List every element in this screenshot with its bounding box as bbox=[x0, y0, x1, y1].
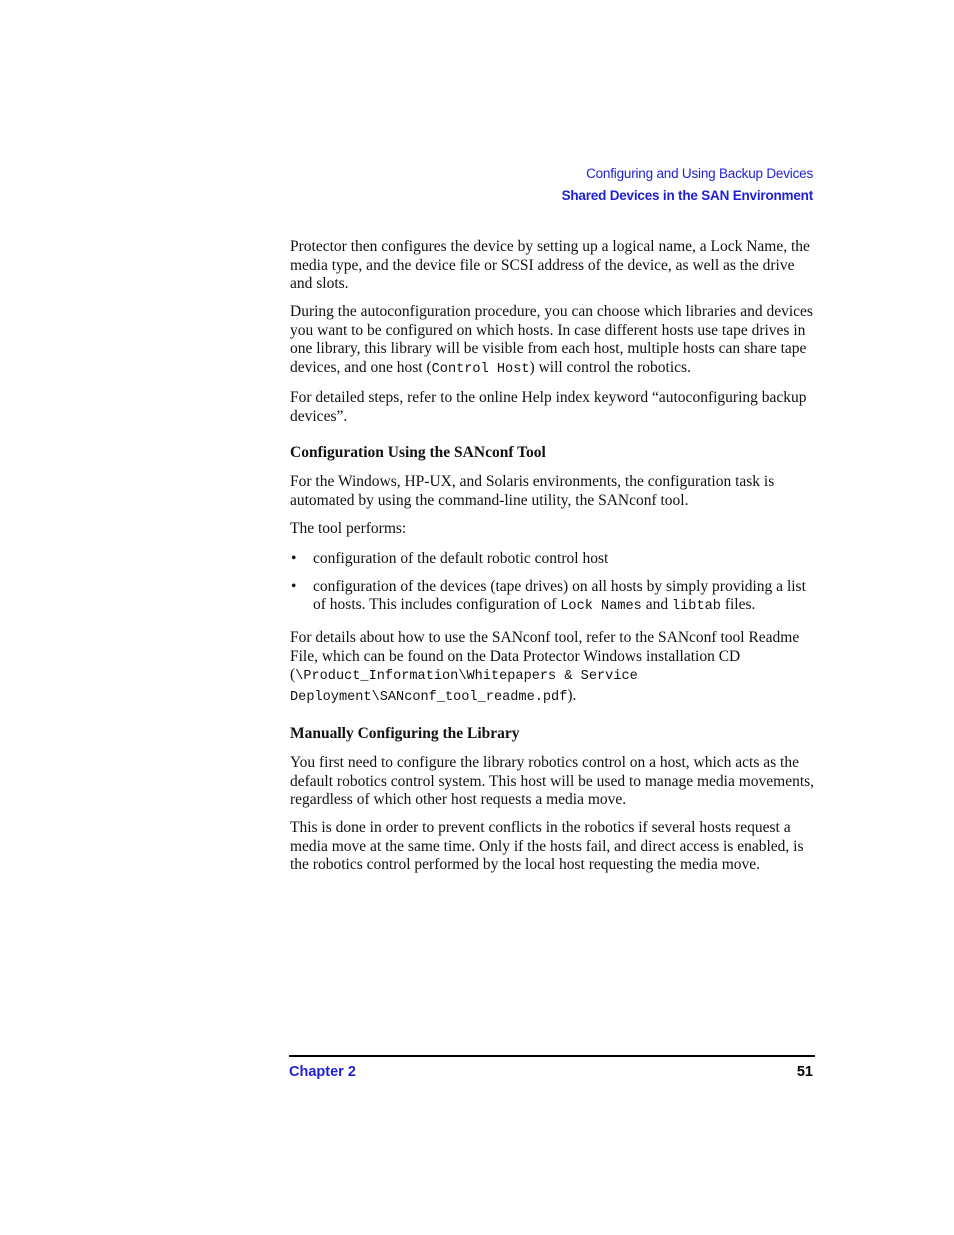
list-item-text: and bbox=[641, 596, 672, 614]
paragraph bbox=[290, 303, 816, 379]
page-body bbox=[290, 238, 816, 885]
inline-code: \Product_Information\Whitepapers & Service Deployment\SANconf_tool_readme.pdf bbox=[290, 669, 638, 705]
page-number: 51 bbox=[796, 1064, 813, 1080]
bullet-list bbox=[290, 550, 816, 617]
footer-chapter: Chapter 2 bbox=[289, 1064, 356, 1080]
paragraph: This is done in order to prevent conflicts in the robotics if several hosts request a media move at the same time. Only if the hosts fail, and direct access is enabled, is the robotics control performed by the local host requesting the media move. bbox=[290, 819, 804, 874]
section-heading: Manually Configuring the Library bbox=[290, 725, 520, 743]
paragraph: For detailed steps, refer to the online Help index keyword “autoconfiguring backup devices”. bbox=[290, 389, 807, 425]
running-header-chapter: Configuring and Using Backup Devices bbox=[586, 166, 813, 181]
section-heading: Configuration Using the SANconf Tool bbox=[290, 444, 546, 462]
paragraph: Protector then configures the device by setting up a logical name, a Lock Name, the media type, and the device file or SCSI address of the device, as well as the drive and slots. bbox=[290, 238, 810, 293]
list-item bbox=[290, 578, 816, 617]
bullet-marker: • bbox=[291, 577, 297, 595]
paragraph-text: For details about how to use the SANconf tool, refer to the SANconf tool Readme File, which can be found on the Data Protector Windows installation CD ( bbox=[290, 629, 800, 684]
inline-code: libtab bbox=[671, 599, 721, 615]
footer-rule bbox=[289, 1055, 815, 1057]
list-item-text: configuration of the devices (tape drives) on all hosts by simply providing a list of hosts. This includes configuration of bbox=[313, 577, 806, 614]
paragraph-text: ). bbox=[567, 686, 577, 704]
paragraph-text: During the autoconfiguration procedure, you can choose which libraries and devices you want to be configured on which hosts. In case different hosts use tape drives in one library, this library will be visible from each host, multiple hosts can share tape devices, and one host ( bbox=[290, 303, 813, 377]
list-item bbox=[290, 550, 816, 569]
paragraph: For the Windows, HP-UX, and Solaris environments, the configuration task is automated by using the command-line utility, the SANconf tool. bbox=[290, 472, 775, 509]
paragraph bbox=[290, 629, 816, 707]
paragraph: You first need to configure the library robotics control on a host, which acts as the default robotics control system. This host will be used to manage media movements, regardless of which other host requests a media move. bbox=[290, 753, 815, 809]
list-item-text: configuration of the default robotic control host bbox=[313, 550, 609, 568]
inline-code: Lock Names bbox=[560, 599, 642, 615]
inline-code: Control Host bbox=[431, 362, 530, 378]
paragraph: The tool performs: bbox=[290, 519, 407, 537]
list-item-text: files. bbox=[720, 596, 756, 614]
bullet-marker: • bbox=[291, 550, 297, 568]
running-header-section: Shared Devices in the SAN Environment bbox=[561, 188, 813, 203]
paragraph-text: ) will control the robotics. bbox=[529, 359, 691, 377]
